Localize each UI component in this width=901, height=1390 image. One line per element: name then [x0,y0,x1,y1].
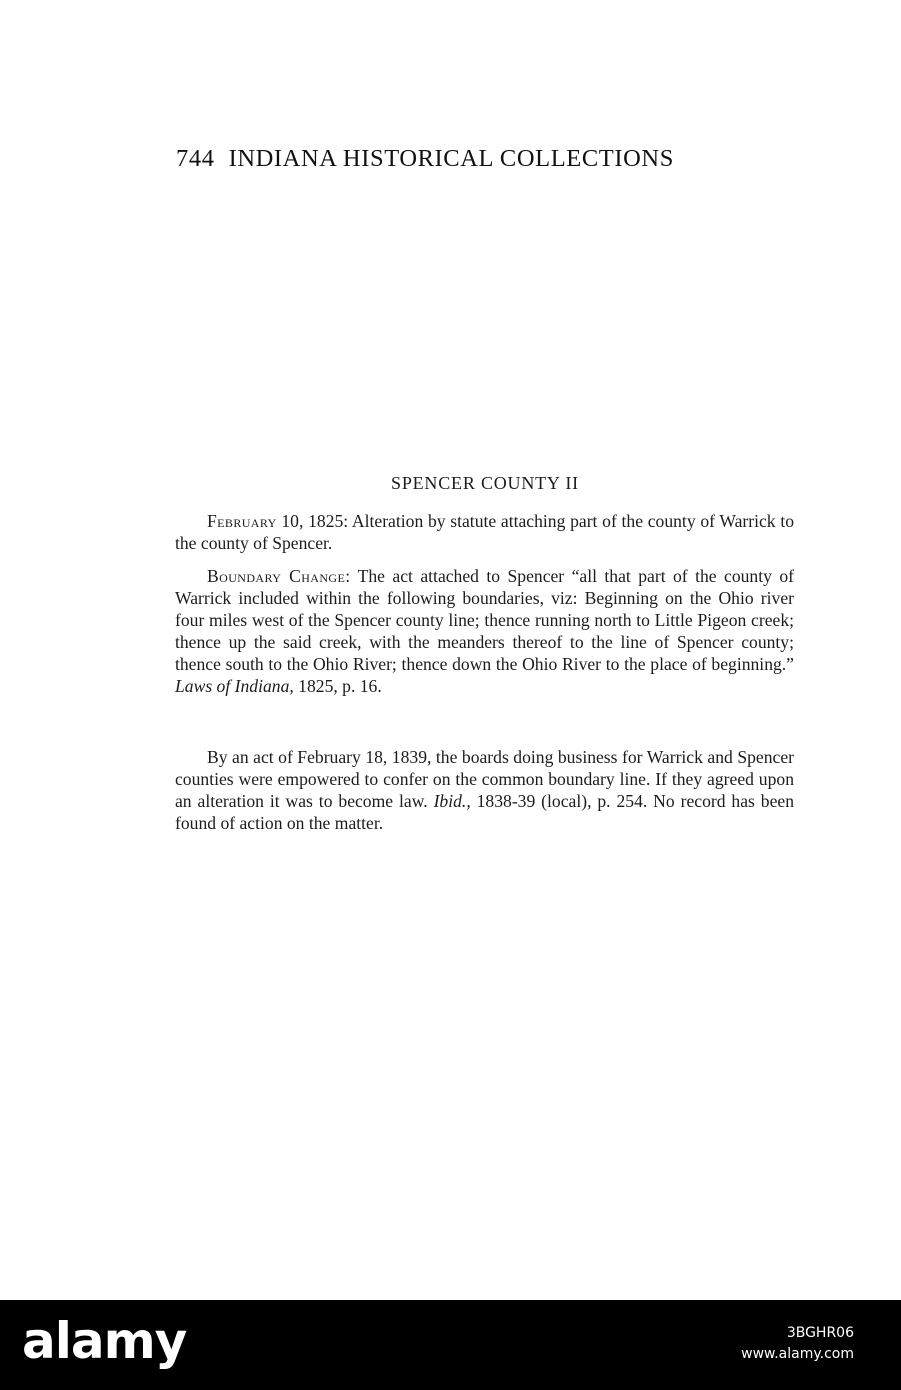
alamy-logo: alamy [22,1312,187,1370]
paragraph-1 [175,510,794,554]
page-number: 744 [176,145,215,172]
paragraph-2-text-end: 1825, p. 16. [293,676,382,696]
section-title: SPENCER COUNTY II [391,473,579,493]
paragraph-2-citation: Laws of Indiana, [175,676,294,696]
paragraph-2-lead: Boundary Change: [207,566,351,586]
paragraph-3-text: By an act of February 18, 1839, the boards doing business for Warrick and Spencer counties were empowered to confer on the common boundary line. If they agreed upon an alteration it was to become law. [175,747,794,811]
running-head [176,145,674,173]
running-title: INDIANA HISTORICAL COLLECTIONS [228,145,674,172]
image-url: www.alamy.com [741,1346,854,1362]
paragraph-2 [175,565,794,697]
paragraph-1-lead: February [207,511,277,531]
paragraph-3 [175,746,794,834]
paragraph-1-text: 10, 1825: Alteration by statute attaching part of the county of Warrick to the county of Spencer. [175,511,794,553]
image-id: 3BGHR06 [786,1325,854,1341]
paragraph-3-text-end: 1838-39 (local), p. 254. No record has been found of action on the matter. [175,791,795,833]
paragraph-2-text: The act attached to Spencer “all that part of the county of Warrick included within the following boundaries, viz: Beginning on the Ohio river four miles west of the Spencer county line; thence running north to Little Pigeon creek; thence up the said creek, with the meanders thereof to the line of Spencer county; thence south to the Ohio River; thence down the Ohio River to the place of beginning.” [175,566,794,674]
paragraph-3-citation: Ibid., [433,791,471,811]
